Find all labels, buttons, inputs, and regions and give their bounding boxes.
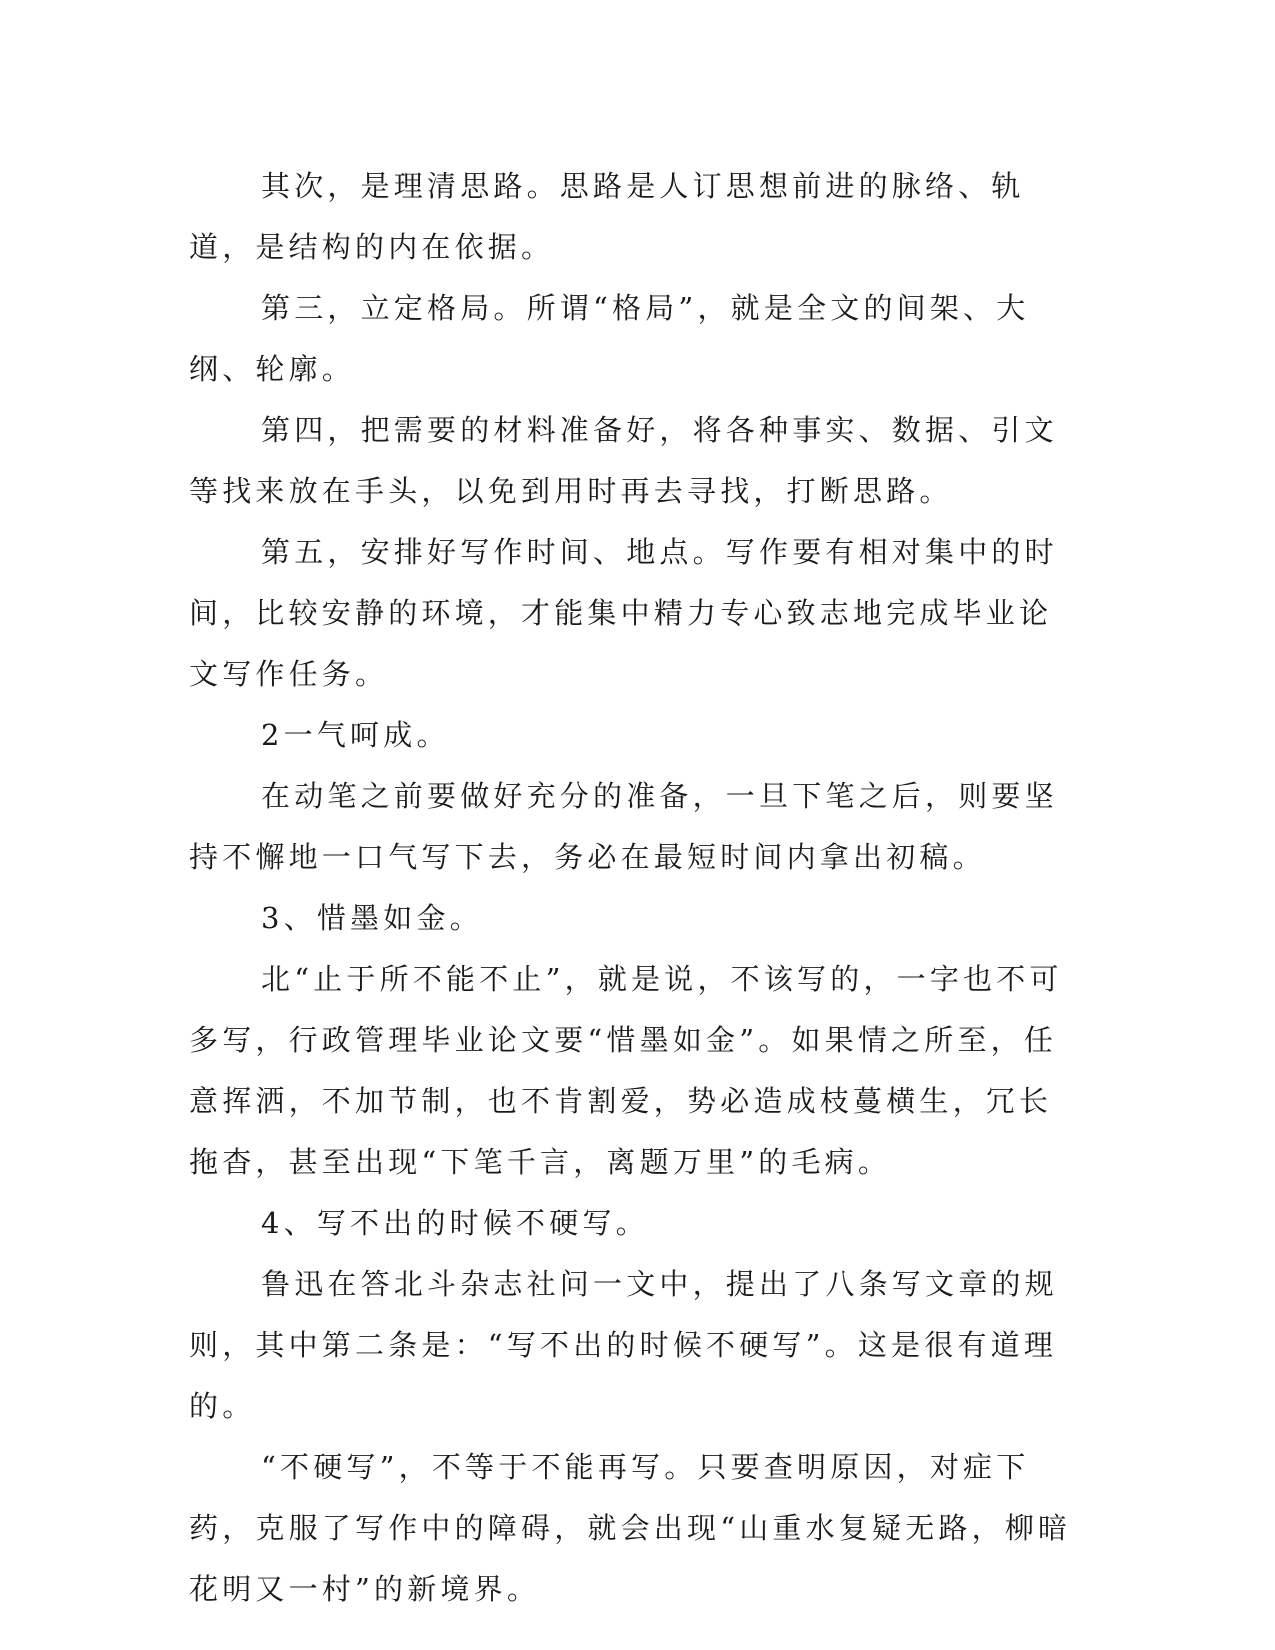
section-heading: 2一气呵成。 (261, 718, 450, 752)
paragraph: 北“止于所不能不止”，就是说，不该写的，一字也不可多写，行政管理毕业论文要“惜墨如金”。如果情之所至，任意挥洒，不加节制，也不肯割爱，势必造成枝蔓横生，冗长拖杳，甚至出现“下笔千言，离题万里”的毛病。 (189, 962, 1063, 1179)
paragraph: 其次，是理清思路。思路是人订思想前进的脉络、轨道，是结构的内在依据。 (189, 169, 1025, 264)
paragraph: 鲁迅在答北斗杂志社问一文中，提出了八条写文章的规则，其中第二条是：“写不出的时候不硬写”。这是很有道理的。 (189, 1267, 1058, 1423)
paragraph: 第四，把需要的材料准备好，将各种事实、数据、引文等找来放在手头，以免到用时再去寻找，打断思路。 (189, 413, 1058, 508)
section-heading: 4、写不出的时候不硬写。 (261, 1206, 649, 1240)
paragraph: 第三，立定格局。所谓“格局”，就是全文的间架、大纲、轮廓。 (189, 291, 1030, 386)
section-heading: 3、惜墨如金。 (261, 901, 483, 935)
paragraph: 在动笔之前要做好充分的准备，一旦下笔之后，则要坚持不懈地一口气写下去，务必在最短时间内拿出初稿。 (189, 779, 1058, 874)
paragraph: 第五，安排好写作时间、地点。写作要有相对集中的时间，比较安静的环境，才能集中精力专心致志地完成毕业论文写作任务。 (189, 535, 1058, 691)
paragraph: “不硬写”，不等于不能再写。只要查明原因，对症下药，克服了写作中的障碍，就会出现“山重水复疑无路，柳暗花明又一村”的新境界。 (189, 1450, 1072, 1606)
document-body (189, 156, 1085, 1620)
